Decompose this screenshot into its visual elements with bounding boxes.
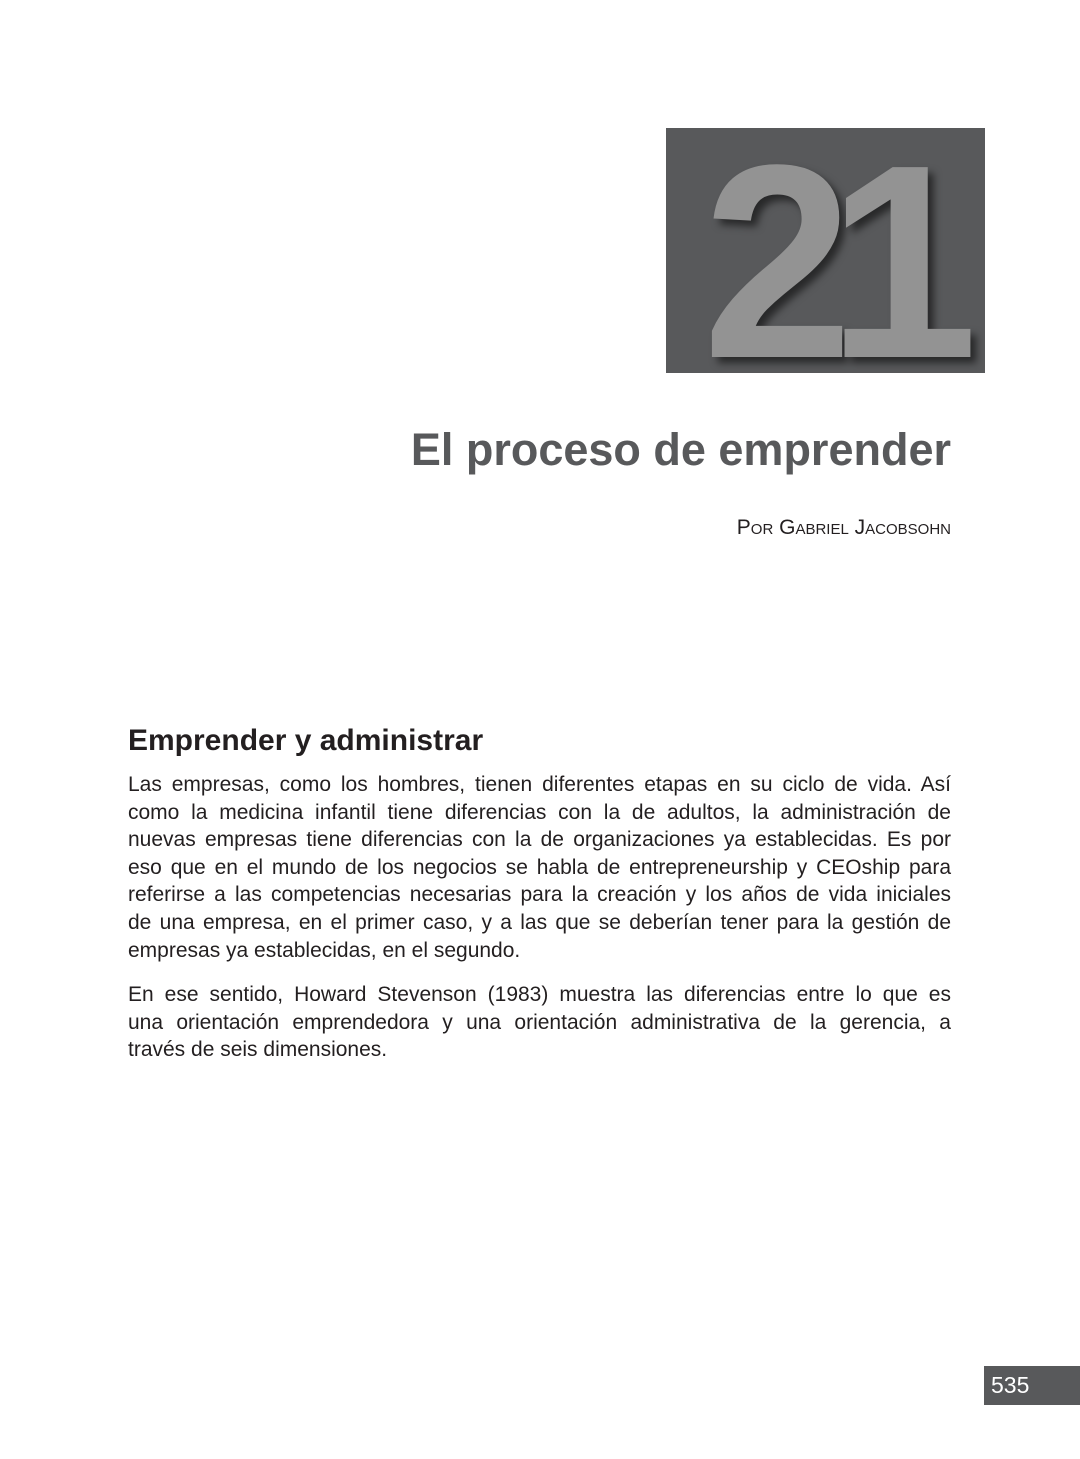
paragraph-2 [128,981,951,1064]
section-heading: Emprender y administrar [128,724,484,757]
paragraph-1 [128,771,951,964]
text-line: una orientación emprendedora y una orientación administrativa de la gerencia, a [128,1010,951,1034]
text-line: través de seis dimensiones. [128,1038,388,1062]
chapter-number: 21 [702,128,953,373]
text-line: Las empresas, como los hombres, tienen diferentes etapas en su ciclo de vida. Así [128,773,951,796]
text-line: nuevas empresas tiene diferencias con la de organizaciones ya establecidas. Es por [128,828,951,852]
text-line: de una empresa, en el primer caso, y a las que se deberían tener para la gestión de [128,910,951,934]
text-line: referirse a las competencias necesarias para la creación y los años de vida iniciales [128,883,951,907]
text-line: empresas ya establecidas, en el segundo. [128,938,521,962]
page-number-box [984,1366,1080,1405]
text-line: En ese sentido, Howard Stevenson (1983) muestra las diferencias entre lo que es [128,983,951,1006]
chapter-number-box [666,128,985,373]
text-line: eso que en el mundo de los negocios se habla de entrepreneurship y CEOship para [128,855,951,879]
text-line: como la medicina infantil tiene diferencias con la de adultos, la administración de [128,800,951,824]
chapter-title: El proceso de emprender [410,424,951,475]
chapter-author: Por Gabriel Jacobsohn [736,516,951,539]
page-number: 535 [991,1372,1030,1398]
